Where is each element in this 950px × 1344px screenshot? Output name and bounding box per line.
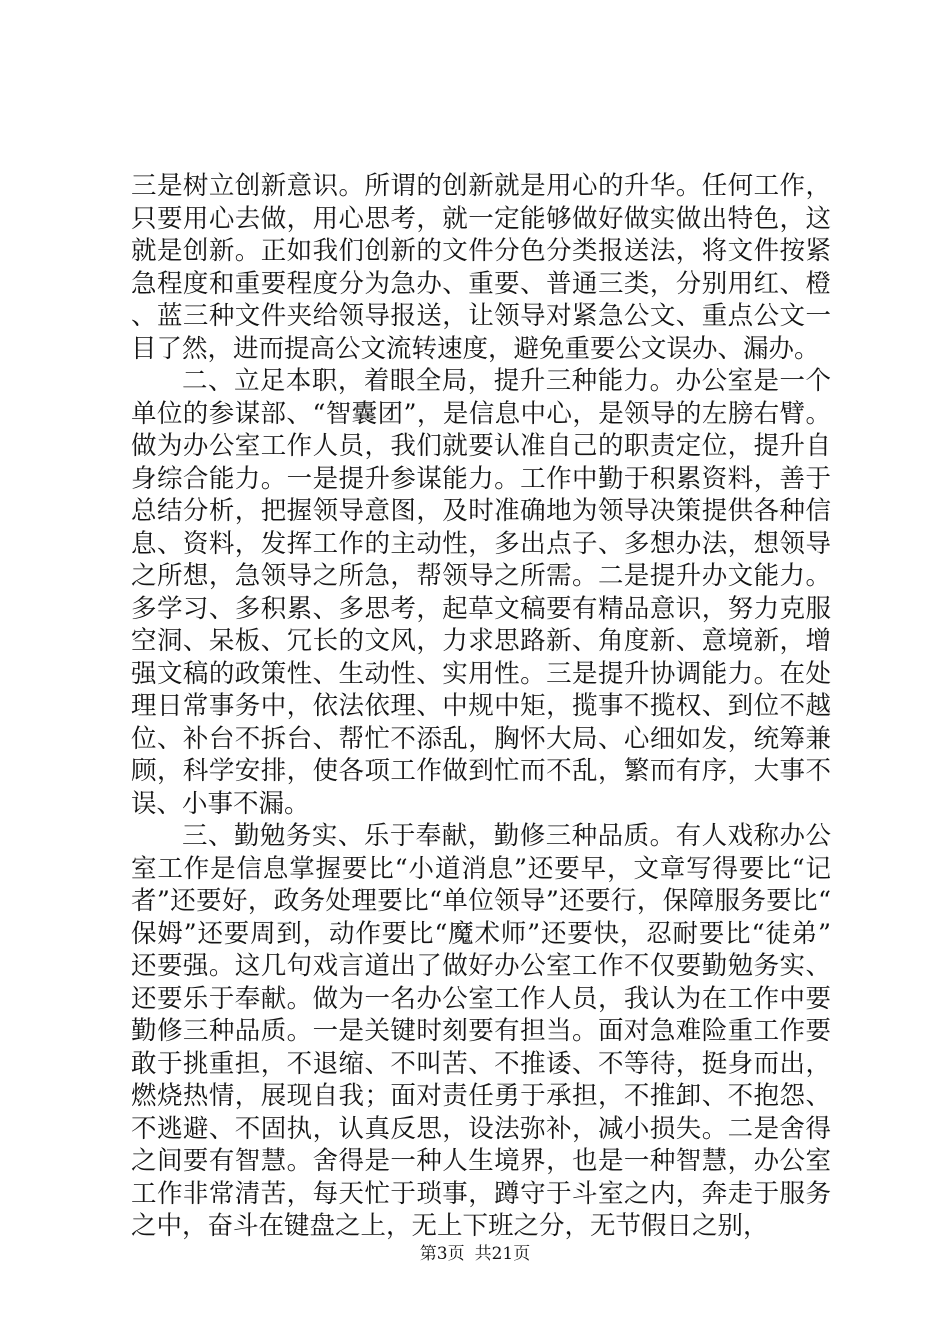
document-body xyxy=(131,170,831,1243)
page-number: 第3页 xyxy=(419,1244,465,1264)
paragraph-section-three: 三、勤勉务实、乐于奉献，勤修三种品质。有人戏称办公室工作是信息掌握要比“小道消息”还要早，文章写得要比“记者”还要好，政务处理要比“单位领导”还要行，保障服务要比“保姆”还要周到，动作要比“魔术师”还要快，忍耐要比“徒弟”还要强。这几句戏言道出了做好办公室工作不仅要勤勉务实、还要乐于奉献。做为一名办公室工作人员，我认为在工作中要勤修三种品质。一是关键时刻要有担当。面对急难险重工作要敢于挑重担，不退缩、不叫苦、不推诿、不等待，挺身而出，燃烧热情，展现自我；面对责任勇于承担，不推卸、不抱怨、不逃避、不固执，认真反思，设法弥补，减小损失。二是舍得之间要有智慧。舍得是一种人生境界，也是一种智慧，办公室工作非常清苦，每天忙于琐事，蹲守于斗室之内，奔走于服务之中，奋斗在键盘之上，无上下班之分，无节假日之别， xyxy=(131,821,831,1241)
paragraph-section-two: 二、立足本职，着眼全局，提升三种能力。办公室是一个单位的参谋部、“智囊团”，是信息中心，是领导的左膀右臂。做为办公室工作人员，我们就要认准自己的职责定位，提升自身综合能力。一是提升参谋能力。工作中勤于积累资料，善于总结分析，把握领导意图，及时准确地为领导决策提供各种信息、资料，发挥工作的主动性，多出点子、多想办法，想领导之所想，急领导之所急，帮领导之所需。二是提升办文能力。多学习、多积累、多思考，起草文稿要有精品意识，努力克服空洞、呆板、冗长的文风，力求思路新、角度新、意境新，增强文稿的政策性、生动性、实用性。三是提升协调能力。在处理日常事务中，依法依理、中规中矩，揽事不揽权、到位不越位、补台不拆台、帮忙不添乱，胸怀大局、心细如发，统筹兼顾，科学安排，使各项工作做到忙而不乱，繁而有序，大事不误、小事不漏。 xyxy=(131,366,831,819)
page-total: 共21页 xyxy=(474,1244,531,1264)
paragraph-innovation: 三是树立创新意识。所谓的创新就是用心的升华。任何工作，只要用心去做，用心思考，就一定能够做好做实做出特色，这就是创新。正如我们创新的文件分色分类报送法，将文件按紧急程度和重要程度分为急办、重要、普通三类，分别用红、橙、蓝三种文件夹给领导报送，让领导对紧急公文、重点公文一目了然，进而提高公文流转速度，避免重要公文误办、漏办。 xyxy=(131,171,831,364)
page-footer xyxy=(0,1242,950,1266)
